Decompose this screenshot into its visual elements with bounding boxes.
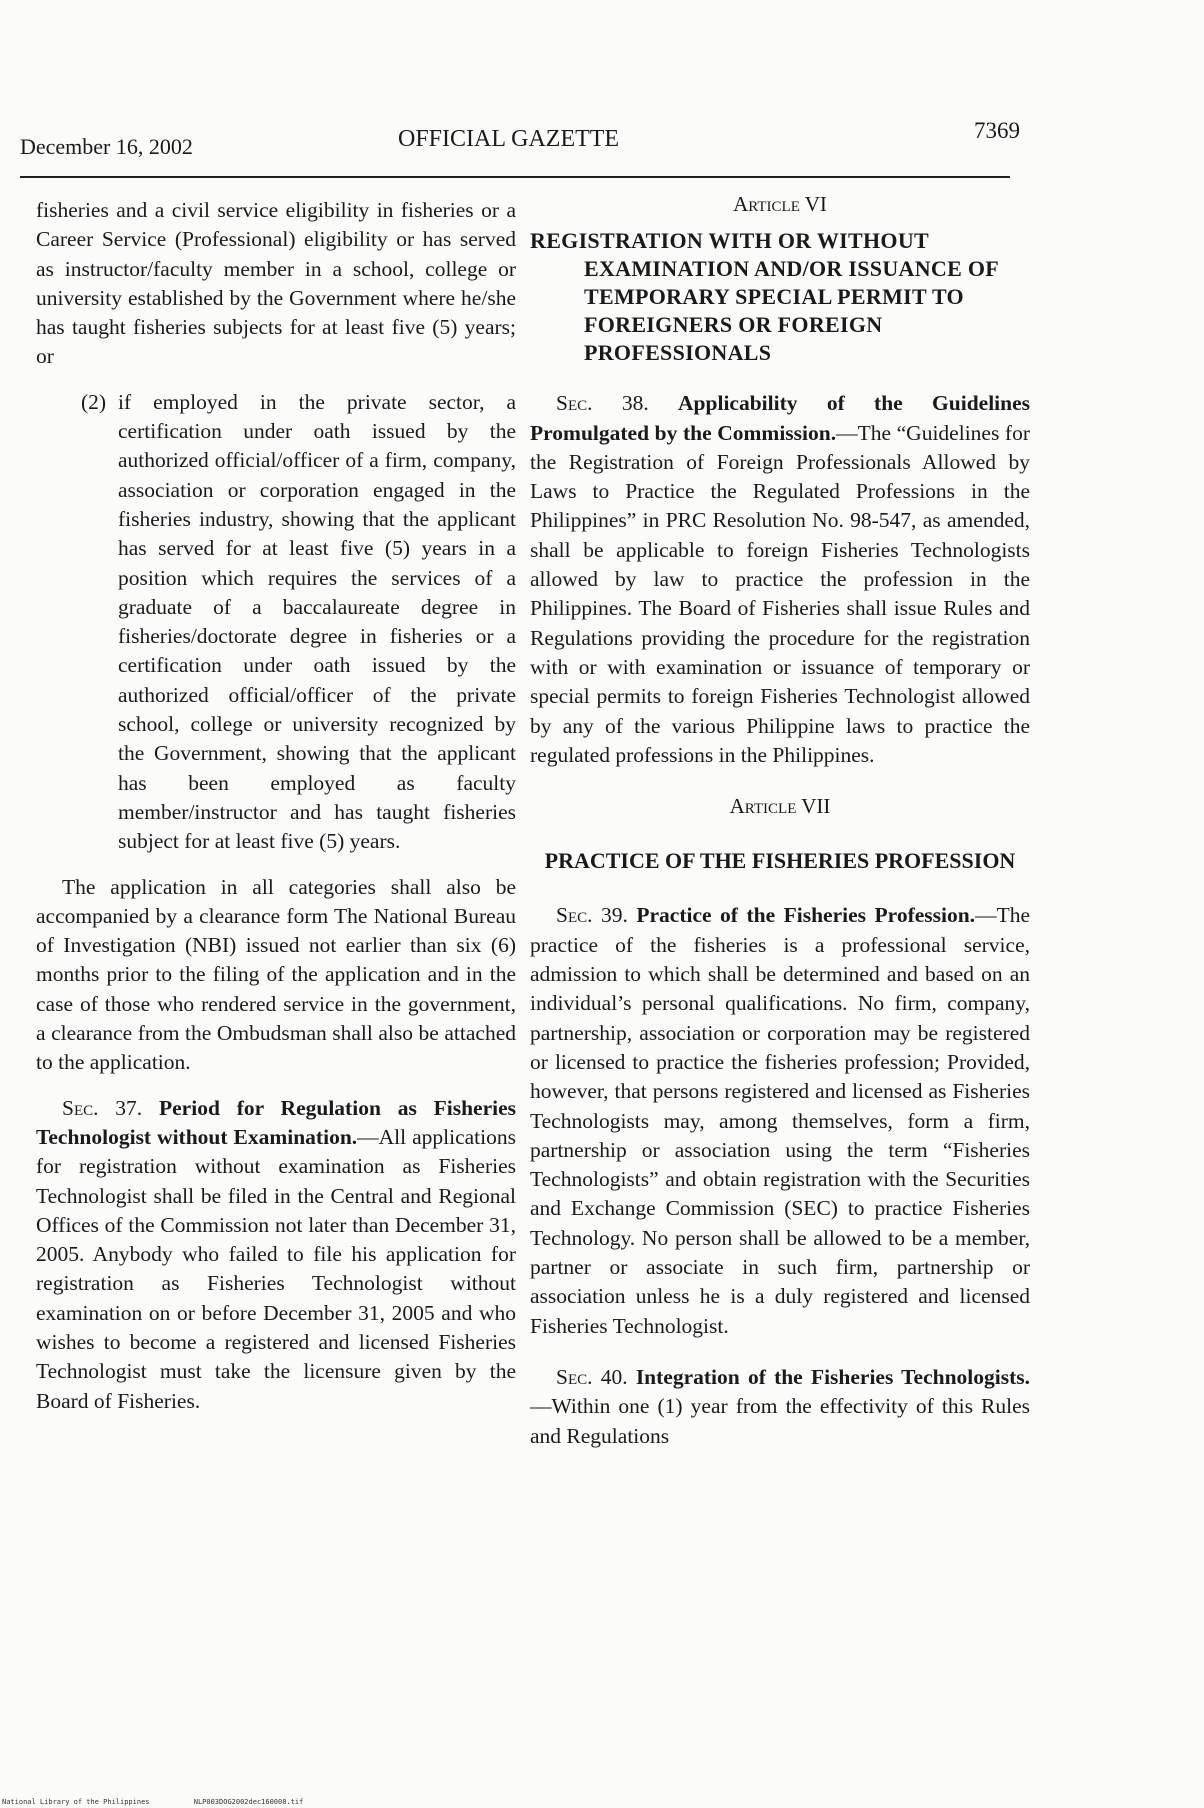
application-paragraph: The application in all categories shall also be accompanied by a clearance form The National Bureau of Investigation (NBI) issued not earlier than six (6) months prior to the filing of the application and in the case of those who rendered service in the government, a clearance from the Ombudsman shall also be attached to the application.: [36, 874, 516, 1075]
section-37: [36, 1094, 516, 1416]
article-6-title-rest: EXAMINATION AND/OR ISSUANCE OF TEMPORARY SPECIAL PERMIT TO FOREIGNERS OR FOREIGN PROFESSIONALS: [584, 256, 999, 366]
header-rule: [20, 176, 1010, 178]
section-body: —Within one (1) year from the effectivity of this Rules and Regulations: [530, 1394, 1030, 1448]
scan-footer: [2, 1798, 343, 1806]
section-body: —The “Guidelines for the Registration of Foreign Professionals Allowed by Laws to Practice the Regulated Professions in the Philippines” in PRC Resolution No. 98-547, as amended, shall be applicable to foreign Fisheries Technologists allowed by law to practice the profession in the Philippines. The Board of Fisheries shall issue Rules and Regulations providing the procedure for the registration with or with examination or issuance of temporary or special permits to foreign Fisheries Technologist allowed by any of the various Philippine laws to practice the regulated professions in the Philippines.: [530, 420, 1030, 767]
section-heading: Integration of the Fisheries Technologists.: [635, 1364, 1030, 1389]
publication-title: OFFICIAL GAZETTE: [398, 126, 620, 152]
item-1-continuation: fisheries and a civil service eligibility in fisheries or a Career Service (Professional) eligibility or has served as instructor/faculty member in a school, college or university established by the Government where he/she has taught fisheries subjects for at least five (5) years; or: [36, 198, 516, 369]
footer-file: NLP003DOG2002dec160008.tif: [193, 1798, 304, 1806]
list-item-number: (2): [81, 389, 107, 414]
list-item-2: [36, 388, 516, 857]
section-heading: Applicability of the Guidelines Promulgated by the Commission.: [530, 391, 1031, 445]
page-header: [20, 118, 1020, 162]
section-label: Sec. 38.: [556, 391, 649, 416]
article-7-label: Article VII: [729, 794, 831, 819]
footer-source: National Library of the Philippines: [2, 1798, 150, 1806]
section-40: [530, 1363, 1030, 1451]
left-column: [36, 196, 516, 1416]
section-label: Sec. 40.: [556, 1364, 628, 1389]
section-38: [530, 389, 1030, 770]
list-item-text: if employed in the private sector, a certification under oath issued by the authorized official/officer of a firm, company, association or corporation engaged in the fisheries industry, showing that the applicant has served for at least five (5) years in a position which requires the services of a graduate of a baccalaureate degree in fisheries/doctorate degree in fisheries or a certification under oath issued by the authorized official/officer of the private school, college or university recognized by the Government, showing that the applicant has been employed as faculty member/instructor and has taught fisheries subject for at least five (5) years.: [118, 389, 516, 854]
section-label: Sec. 39.: [556, 903, 628, 928]
article-7-title: PRACTICE OF THE FISHERIES PROFESSION: [544, 848, 1016, 874]
article-6-label: Article VI: [733, 192, 827, 216]
article-6-title: [530, 227, 1030, 367]
section-39: [530, 901, 1030, 1340]
issue-date: December 16, 2002: [20, 134, 193, 159]
section-body: —The practice of the fisheries is a professional service, admission to which shall be determined and based on an individual’s personal qualifications. No firm, company, partnership, association or corporation may be registered or licensed to practice the fisheries profession; Provided, however, that persons registered and licensed as Fisheries Technologists may, among themselves, form a firm, partnership or association using the term “Fisheries Technologists” and obtain registration with the Securities and Exchange Commission (SEC) to practice Fisheries Technology. No person shall be allowed to be a member, partner or associate in such firm, partnership or association unless he is a duly registered and licensed Fisheries Technologist.: [530, 903, 1030, 1338]
page-number: 7369: [974, 118, 1020, 143]
section-label: Sec. 37.: [62, 1095, 143, 1120]
section-heading: Period for Regulation as Fisheries Technologist without Examination.: [36, 1095, 517, 1149]
article-6-title-line1: REGISTRATION WITH OR WITHOUT: [530, 228, 929, 254]
section-heading: Practice of the Fisheries Profession.: [636, 903, 976, 928]
right-column: [530, 190, 1030, 1451]
section-body: —All applications for registration without examination as Fisheries Technologist shall be filed in the Central and Regional Offices of the Commission not later than December 31, 2005. Anybody who failed to file his application for registration as Fisheries Technologist without examination on or before December 31, 2005 and who wishes to become a registered and licensed Fisheries Technologist must take the licensure given by the Board of Fisheries.: [36, 1124, 516, 1413]
